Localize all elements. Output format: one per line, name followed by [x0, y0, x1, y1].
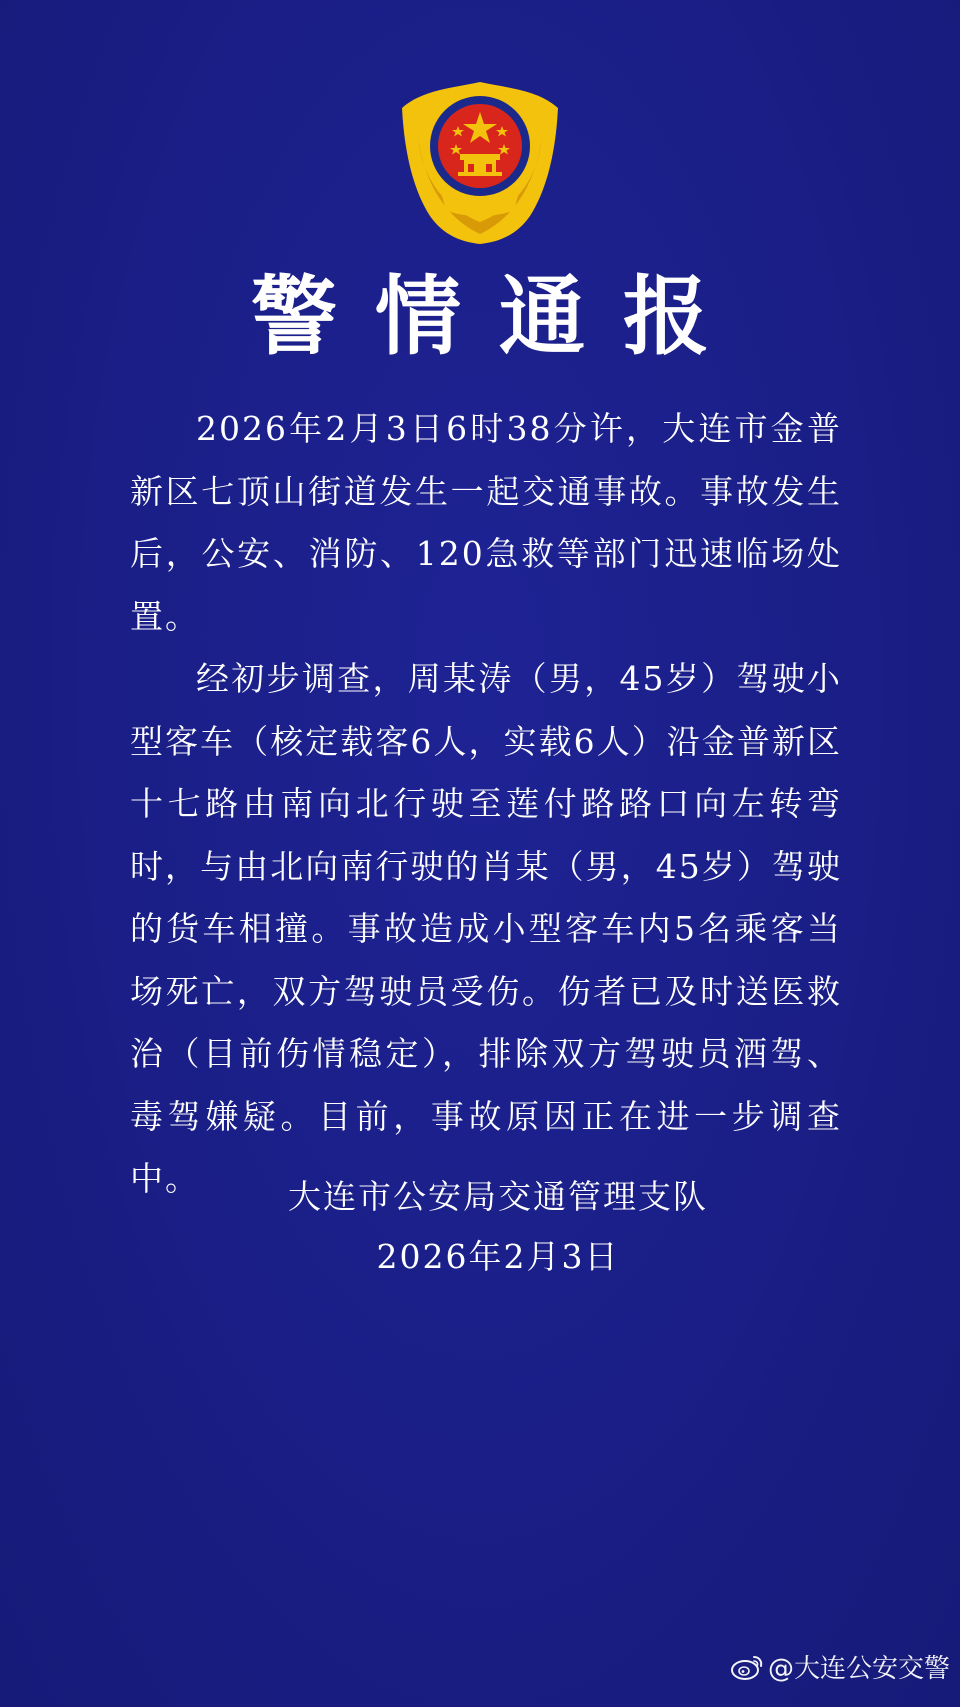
weibo-watermark — [730, 1648, 950, 1685]
issuing-organization: 大连市公安局交通管理支队 — [288, 1177, 708, 1216]
notice-body — [130, 398, 842, 1211]
signature-block — [0, 1167, 960, 1287]
notice-paragraph: 2026年2月3日6时38分许，大连市金普新区七顶山街道发生一起交通事故。事故发生后，公安、消防、120急救等部门迅速临场处置。 — [130, 409, 842, 636]
watermark-account: @大连公安交警 — [767, 1654, 950, 1684]
weibo-icon — [730, 1653, 764, 1681]
issue-date: 2026年2月3日 — [376, 1237, 620, 1276]
notice-title: 警情通报 — [251, 267, 747, 367]
police-emblem-icon — [398, 78, 562, 246]
notice-paragraph: 经初步调查，周某涛（男，45岁）驾驶小型客车（核定载客6人，实载6人）沿金普新区十七路由南向北行驶至莲付路路口向左转弯时，与由北向南行驶的肖某（男，45岁）驾驶的货车相撞。事故造成小型客车内5名乘客当场死亡，双方驾驶员受伤。伤者已及时送医救治（目前伤情稳定），排除双方驾驶员酒驾、毒驾嫌疑。目前，事故原因正在进一步调查中。 — [130, 659, 842, 1198]
